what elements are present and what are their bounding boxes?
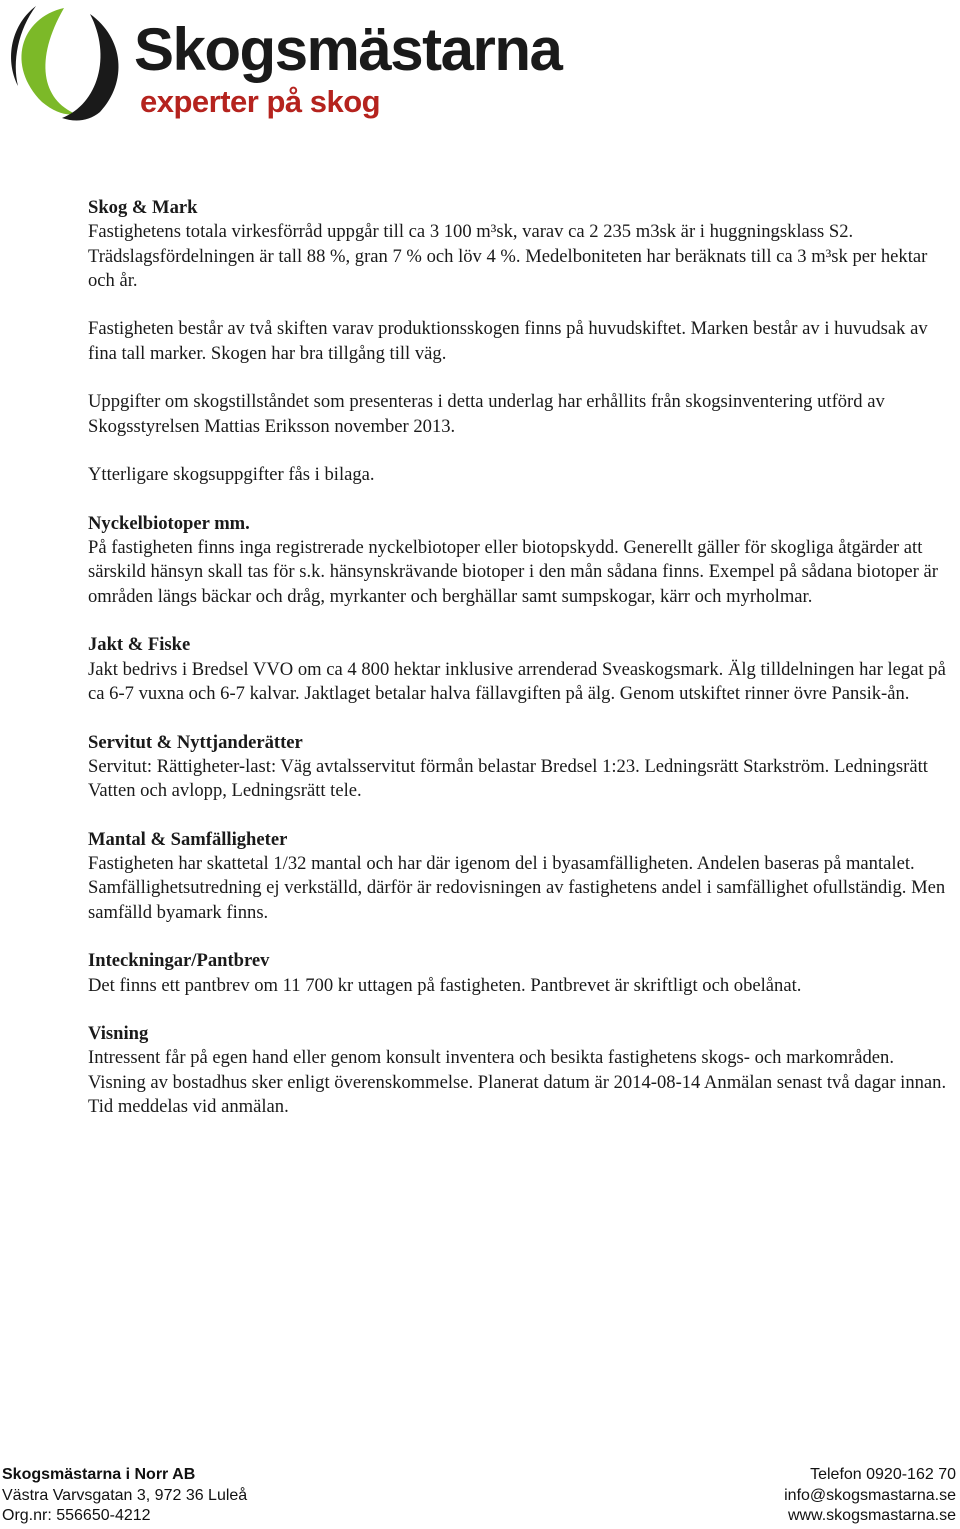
logo-name: Skogsmästarna — [134, 16, 562, 83]
section-heading: Jakt & Fiske — [88, 634, 191, 656]
footer-web-link[interactable]: www.skogsmastarna.se — [787, 1507, 956, 1524]
section-mantal — [88, 828, 948, 925]
footer-email-link[interactable]: info@skogsmastarna.se — [784, 1486, 956, 1504]
paragraph: Servitut: Rättigheter-last: Väg avtalsservitut förmån belastar Bredsel 1:23. Ledningsrätt Starkström. Ledningsrätt Vatten och avlopp, Ledningsrätt tele. — [88, 755, 928, 802]
section-skog-mark — [88, 196, 948, 488]
company-logo — [0, 0, 562, 125]
leaf-logo-icon — [2, 4, 130, 122]
logo-tagline: experter på skog — [140, 84, 381, 119]
section-inteckningar — [88, 949, 948, 998]
section-servitut — [88, 731, 948, 804]
section-heading: Skog & Mark — [88, 197, 198, 218]
paragraph: På fastigheten finns inga registrerade nyckelbiotoper eller biotopskydd. Generellt gäller för skogliga åtgärder att särskild hänsyn skall tas för s.k. hänsynskrävande biotoper i den mån sådana finns. Exempel på sådana biotoper är områden längs bäckar och dråg, myrkanter och berghällar samt sumpskogar, kärr och myrholmar. — [88, 537, 938, 607]
footer-phone: Telefon 0920-162 70 — [810, 1466, 956, 1483]
paragraph: Fastigheten består av två skiften varav produktionsskogen finns på huvudskiftet. Marken består av i huvudsak av fina tall marker. Skogen har bra tillgång till väg. — [88, 318, 928, 364]
paragraph: Det finns ett pantbrev om 11 700 kr uttagen på fastigheten. Pantbrevet är skriftligt och obelånat. — [88, 974, 802, 996]
footer-address: Västra Varvsgatan 3, 972 36 Luleå — [2, 1486, 248, 1504]
footer-contact-info — [784, 1465, 956, 1527]
paragraph: Fastighetens totala virkesförråd uppgår till ca 3 100 m³sk, varav ca 2 235 m3sk är i huggningsklass S2. Trädslagsfördelningen är tall 88 %, gran 7 % och löv 4 %. Medelboniteten har beräknats till ca 3 m³sk per hektar och år. — [88, 221, 928, 291]
paragraph: Intressent får på egen hand eller genom konsult inventera och besikta fastighetens skogs- och markområden. Visning av bostadhus sker enligt överenskommelse. Planerat datum är 2014-08-14 Anmälan senast två dagar innan. Tid meddelas vid anmälan. — [88, 1047, 947, 1117]
paragraph: Uppgifter om skogstillståndet som presenteras i detta underlag har erhållits från skogsinventering utförd av Skogsstyrelsen Mattias Eriksson november 2013. — [88, 391, 885, 437]
paragraph: Ytterligare skogsuppgifter fås i bilaga. — [88, 464, 375, 486]
document-body — [88, 196, 948, 1119]
section-heading: Nyckelbiotoper mm. — [88, 512, 250, 534]
section-heading: Visning — [88, 1023, 149, 1045]
section-visning — [88, 1022, 948, 1119]
section-heading: Inteckningar/Pantbrev — [88, 950, 270, 972]
footer-company-name: Skogsmästarna i Norr AB — [2, 1466, 196, 1483]
section-heading: Mantal & Samfälligheter — [88, 828, 288, 850]
footer-orgnr: Org.nr: 556650-4212 — [2, 1507, 151, 1524]
footer-company-info — [2, 1465, 247, 1527]
section-jakt-fiske — [88, 633, 948, 706]
section-heading: Servitut & Nyttjanderätter — [88, 731, 303, 753]
paragraph: Fastigheten har skattetal 1/32 mantal och har där igenom del i byasamfälligheten. Andelen baseras på mantalet. Samfällighetsutredning ej verkställd, därför är redovisningen av fastighetens andel i samfällighet ofullständig. Men samfälld byamark finns. — [88, 853, 946, 923]
section-nyckelbiotoper — [88, 512, 948, 609]
paragraph: Jakt bedrivs i Bredsel VVO om ca 4 800 hektar inklusive arrenderad Sveaskogsmark. Älg tilldelningen har legat på ca 6-7 vuxna och 6-7 kalvar. Jaktlaget betalar halva fällavgiften på älg. Genom utskiftet rinner övre Pansik-ån. — [88, 658, 946, 704]
